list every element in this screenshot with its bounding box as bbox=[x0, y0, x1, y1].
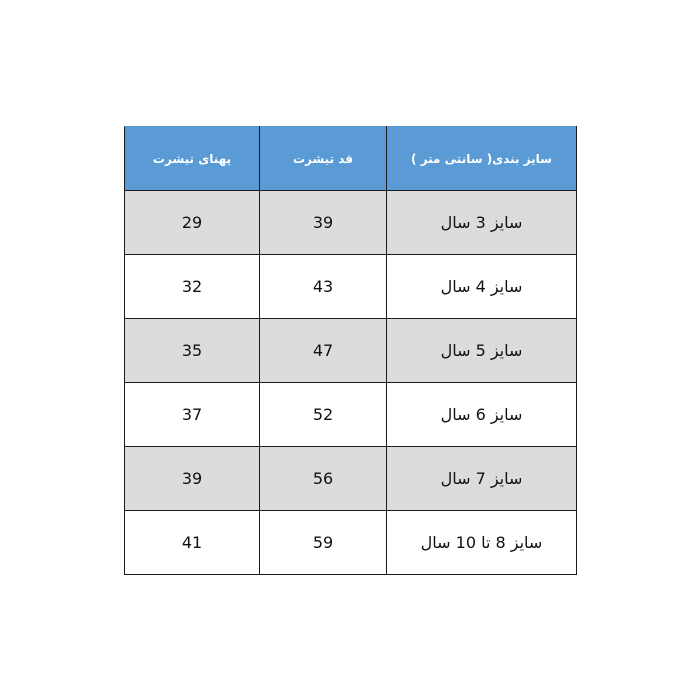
header-length: قد تیشرت bbox=[260, 127, 387, 191]
cell-size: سایز 6 سال bbox=[387, 383, 577, 447]
cell-width: 41 bbox=[125, 511, 260, 575]
table-header-row bbox=[125, 127, 577, 191]
cell-size: سایز 8 تا 10 سال bbox=[387, 511, 577, 575]
cell-size: سایز 3 سال bbox=[387, 191, 577, 255]
header-width: پهنای تیشرت bbox=[125, 127, 260, 191]
table-row bbox=[125, 255, 577, 319]
table-row bbox=[125, 319, 577, 383]
cell-length: 56 bbox=[260, 447, 387, 511]
cell-length: 52 bbox=[260, 383, 387, 447]
cell-width: 37 bbox=[125, 383, 260, 447]
table-row bbox=[125, 191, 577, 255]
cell-length: 39 bbox=[260, 191, 387, 255]
table-row bbox=[125, 511, 577, 575]
table-row bbox=[125, 383, 577, 447]
cell-length: 47 bbox=[260, 319, 387, 383]
header-size: سایز بندی( سانتی متر ) bbox=[387, 127, 577, 191]
cell-size: سایز 7 سال bbox=[387, 447, 577, 511]
cell-size: سایز 5 سال bbox=[387, 319, 577, 383]
size-chart-table bbox=[124, 126, 577, 575]
cell-length: 59 bbox=[260, 511, 387, 575]
cell-length: 43 bbox=[260, 255, 387, 319]
table-row bbox=[125, 447, 577, 511]
cell-width: 39 bbox=[125, 447, 260, 511]
cell-size: سایز 4 سال bbox=[387, 255, 577, 319]
cell-width: 32 bbox=[125, 255, 260, 319]
cell-width: 29 bbox=[125, 191, 260, 255]
cell-width: 35 bbox=[125, 319, 260, 383]
